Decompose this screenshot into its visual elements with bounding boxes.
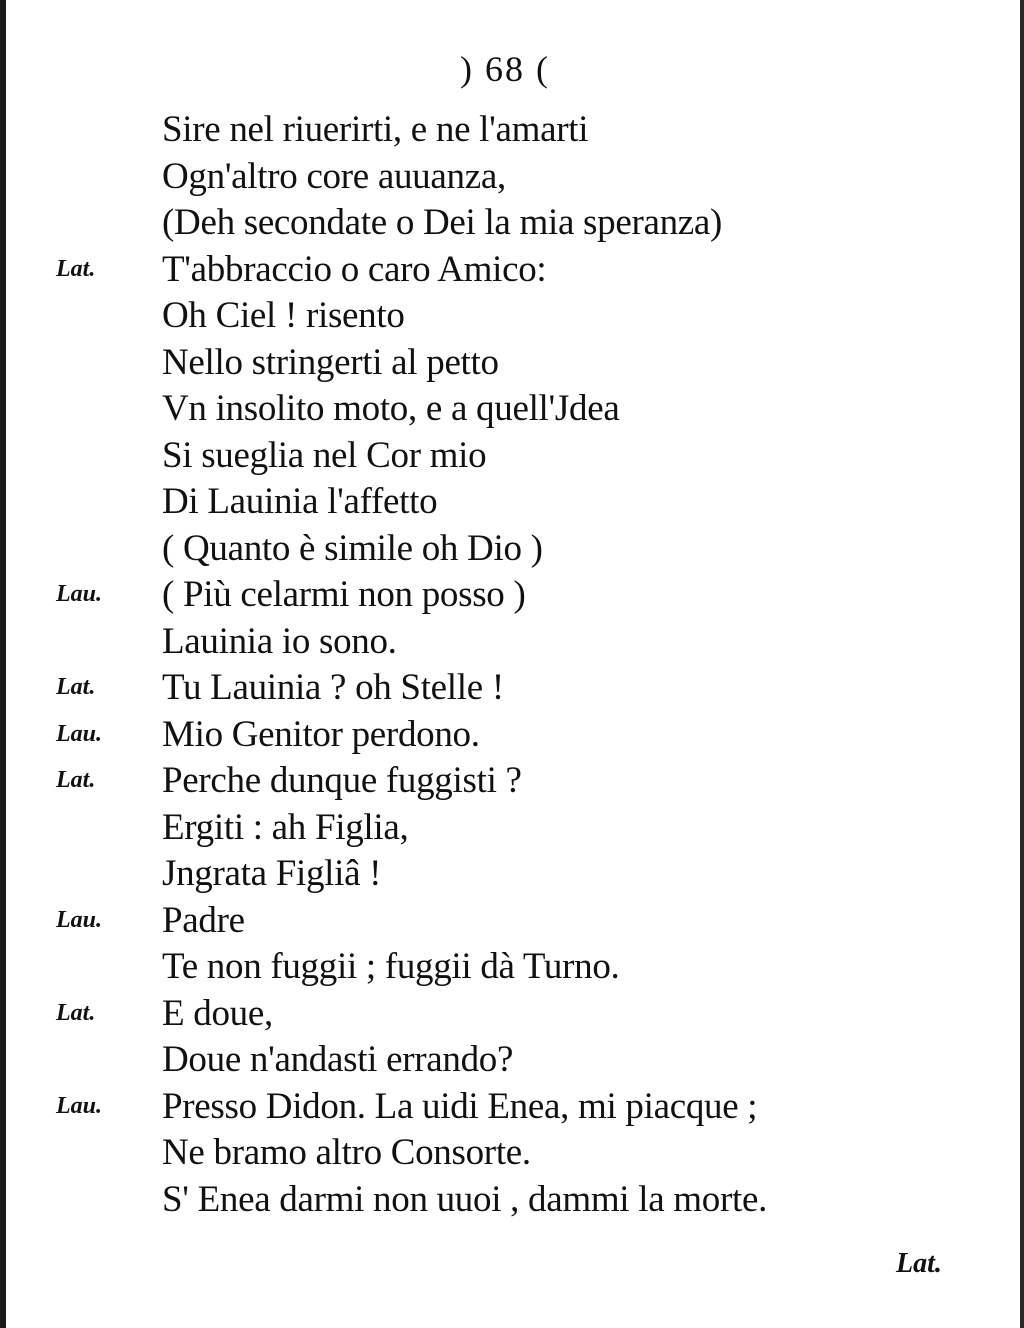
verse-text: Ne bramo altro Consorte. [162, 1132, 531, 1173]
verse-text: Te non fuggii ; fuggii dà Turno. [162, 946, 620, 987]
verse-text: ( Quanto è simile oh Dio ) [162, 527, 543, 569]
verse-text: E doue, [162, 992, 273, 1034]
verse-text: Doue n'andasti errando? [162, 1039, 514, 1080]
verse-line [0, 945, 1024, 991]
verse-line [0, 1085, 1024, 1131]
verse-line [0, 201, 1024, 247]
speaker-label: Lau. [56, 906, 103, 933]
verse-text: Lauinia io sono. [162, 620, 397, 662]
verse-line [0, 294, 1024, 340]
verse-line [0, 1178, 1024, 1224]
speaker-label: Lat. [56, 255, 96, 282]
verse-line [0, 713, 1024, 759]
verse-line [0, 620, 1024, 666]
verse-text: Presso Didon. La uidi Enea, mi piacque ; [162, 1085, 758, 1127]
verse-line [0, 1038, 1024, 1084]
verse-text: ( Più celarmi non posso ) [162, 574, 526, 615]
verse-text: Di Lauinia l'affetto [162, 481, 438, 522]
verse-line [0, 1131, 1024, 1177]
verse-text: Si sueglia nel Cor mio [162, 434, 487, 476]
verse-line [0, 666, 1024, 712]
verse-text: Nello stringerti al petto [162, 341, 499, 383]
verse-text: Ogn'altro core auuanza, [162, 155, 506, 197]
verse-line [0, 527, 1024, 573]
verse-line [0, 108, 1024, 154]
speaker-label: Lat. [56, 674, 96, 700]
verse-text: Vn insolito moto, e a quell'Jdea [162, 388, 620, 429]
verse-line [0, 806, 1024, 852]
verse-text: Oh Ciel ! risento [162, 295, 405, 336]
verse-line [0, 852, 1024, 898]
verse-text: Jngrata Figliâ ! [162, 853, 382, 894]
verse-line [0, 759, 1024, 805]
verse-line [0, 434, 1024, 480]
speaker-label: Lau. [56, 1092, 103, 1119]
verse-line [0, 341, 1024, 387]
verse-line [0, 387, 1024, 433]
verse-line [0, 992, 1024, 1038]
verse-text: Perche dunque fuggisti ? [162, 760, 522, 801]
verse-text: S' Enea darmi non uuoi , dammi la morte. [162, 1178, 768, 1220]
verse-line [0, 899, 1024, 945]
verse-line [0, 573, 1024, 619]
speaker-label: Lau. [56, 720, 103, 747]
catchword: Lat. [896, 1248, 942, 1279]
page-number: ) 68 ( [460, 49, 550, 89]
verse-text: (Deh secondate o Dei la mia speranza) [162, 202, 723, 243]
verse-line [0, 480, 1024, 526]
speaker-label: Lat. [56, 999, 96, 1026]
verse-text: T'abbraccio o caro Amico: [162, 248, 547, 290]
verse-text: Sire nel riuerirti, e ne l'amarti [162, 109, 589, 150]
verse-text: Ergiti : ah Figlia, [162, 806, 409, 848]
speaker-label: Lau. [56, 581, 103, 607]
verse-text: Tu Lauinia ? oh Stelle ! [162, 667, 504, 708]
verse-text: Padre [162, 899, 245, 941]
verse-line [0, 248, 1024, 294]
speaker-label: Lat. [56, 767, 96, 793]
verse-text: Mio Genitor perdono. [162, 713, 480, 755]
verse-line [0, 155, 1024, 201]
